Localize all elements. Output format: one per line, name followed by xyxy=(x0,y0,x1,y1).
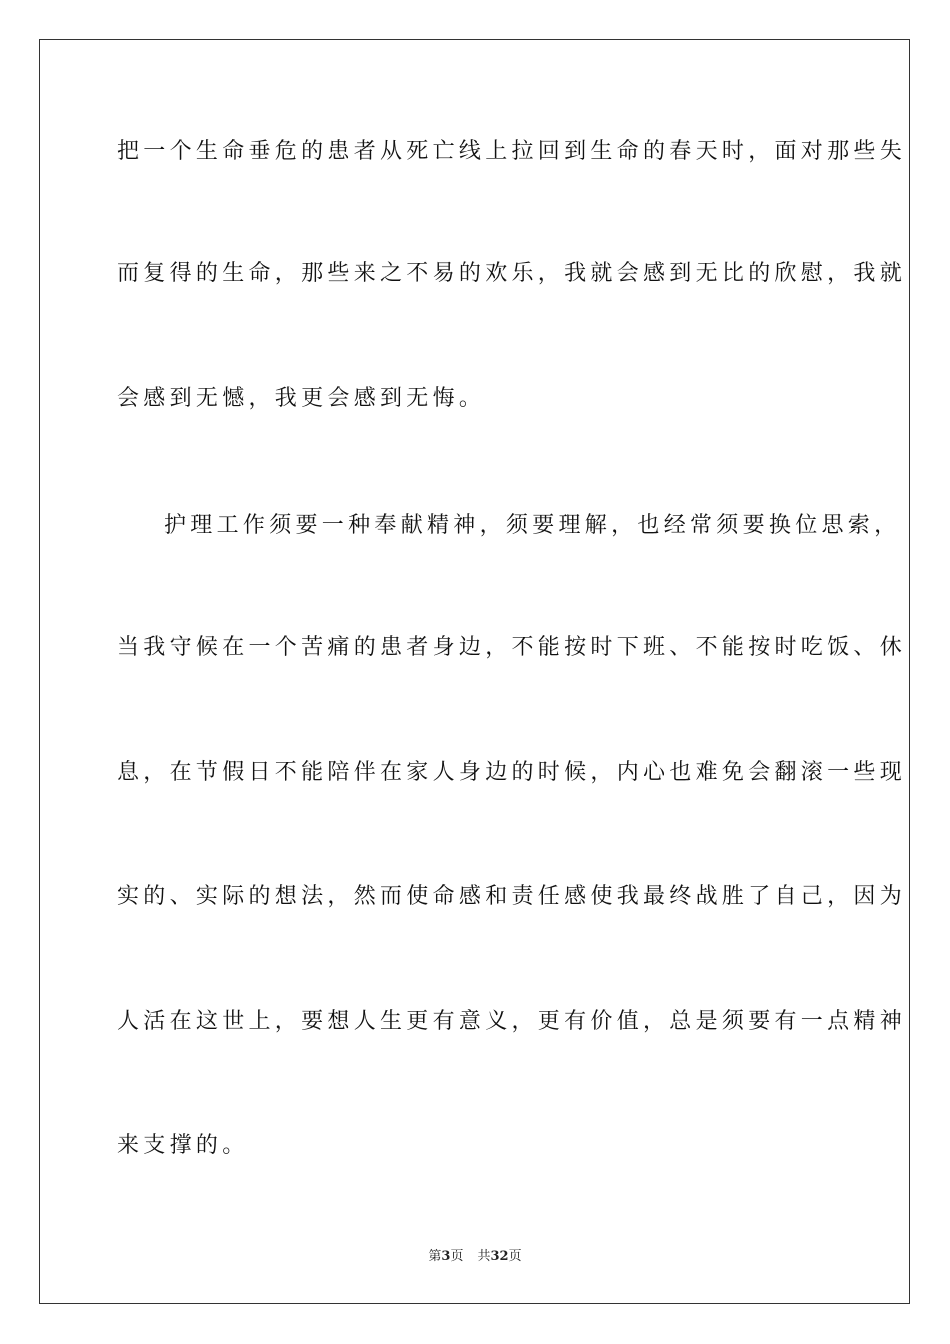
text-line: 息，在节假日不能陪伴在家人身边的时候，内心也难免会翻滚一些现 xyxy=(117,760,907,785)
page-suffix: 页 xyxy=(450,1249,464,1264)
page-border xyxy=(39,39,910,1304)
text-line: 人活在这世上，要想人生更有意义，更有价值，总是须要有一点精神 xyxy=(117,1009,907,1034)
text-line: 把一个生命垂危的患者从死亡线上拉回到生命的春天时，面对那些失 xyxy=(117,139,907,164)
total-suffix: 页 xyxy=(508,1249,522,1264)
page-prefix: 第 xyxy=(428,1249,442,1264)
text-line: 实的、实际的想法，然而使命感和责任感使我最终战胜了自己，因为 xyxy=(117,884,907,909)
text-line: 当我守候在一个苦痛的患者身边，不能按时下班、不能按时吃饭、休 xyxy=(117,635,907,660)
page-footer xyxy=(0,1245,950,1264)
total-pages: 32 xyxy=(490,1249,509,1264)
page-number: 3 xyxy=(441,1249,451,1264)
total-prefix: 共 xyxy=(477,1249,491,1264)
text-line: 来支撑的。 xyxy=(117,1133,249,1158)
text-line: 会感到无憾，我更会感到无悔。 xyxy=(117,386,486,411)
text-line: 而复得的生命，那些来之不易的欢乐，我就会感到无比的欣慰，我就 xyxy=(117,261,907,286)
paragraph-first-line: 护理工作须要一种奉献精神，须要理解，也经常须要换位思索， xyxy=(164,513,901,538)
